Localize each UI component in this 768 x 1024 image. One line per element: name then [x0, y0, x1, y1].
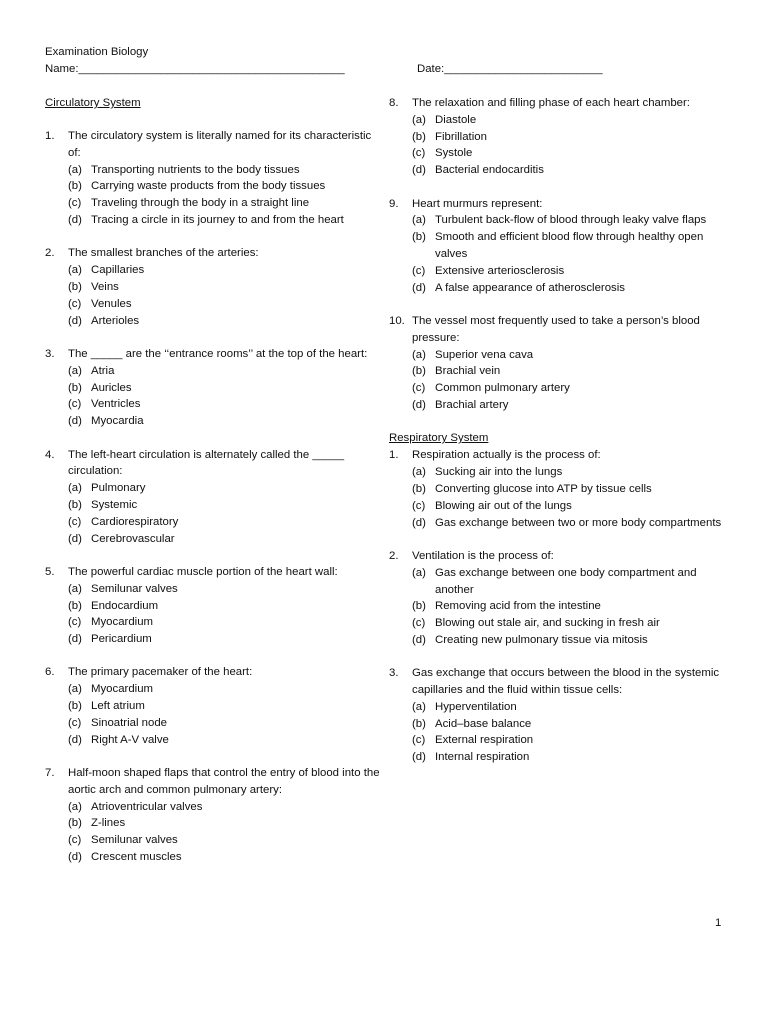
question-text: The primary pacemaker of the heart:: [68, 666, 253, 679]
answer-option: [412, 212, 734, 229]
question-number: 4.: [45, 448, 55, 461]
option-letter: (b): [412, 365, 426, 378]
option-text: Superior vena cava: [435, 348, 534, 361]
question-text: The powerful cardiac muscle portion of the heart wall:: [68, 565, 338, 578]
option-text: Crescent muscles: [91, 851, 182, 864]
option-text: Right A-V valve: [91, 733, 169, 746]
answer-option: [412, 280, 734, 297]
option-letter: (d): [412, 516, 426, 529]
option-text: Atria: [91, 364, 115, 377]
option-letter: (c): [412, 617, 426, 630]
option-text: Common pulmonary artery: [435, 382, 570, 395]
option-text: Blowing air out of the lungs: [435, 499, 572, 512]
question-item: [389, 95, 734, 179]
question-text: Half-moon shaped flaps that control the entry of blood into the aortic arch and common pulmonary artery:: [68, 767, 380, 796]
answer-option: [68, 380, 380, 397]
option-text: Systemic: [91, 498, 138, 511]
option-letter: (d): [412, 398, 426, 411]
option-text: A false appearance of atherosclerosis: [435, 281, 625, 294]
option-text: Endocardium: [91, 599, 159, 612]
question-number: 10.: [389, 314, 405, 327]
answer-option: [68, 598, 380, 615]
option-text: Venules: [91, 297, 132, 310]
option-letter: (c): [412, 734, 426, 747]
option-letter: (c): [412, 382, 426, 395]
answer-option: [412, 464, 734, 481]
option-letter: (a): [412, 700, 426, 713]
question-list: [389, 95, 734, 414]
section-title-circulatory: Circulatory System: [45, 97, 141, 109]
option-letter: (b): [68, 700, 82, 713]
option-letter: (b): [68, 280, 82, 293]
option-text: Semilunar valves: [91, 582, 178, 595]
option-letter: (a): [412, 466, 426, 479]
answer-option: [68, 363, 380, 380]
answer-option: [412, 716, 734, 733]
answer-option: [412, 129, 734, 146]
question-text: Ventilation is the process of:: [412, 549, 554, 562]
answer-option: [68, 413, 380, 430]
answer-option: [68, 178, 380, 195]
option-letter: (d): [68, 733, 82, 746]
question-text: The relaxation and filling phase of each heart chamber:: [412, 97, 690, 109]
option-letter: (d): [412, 751, 426, 764]
question-item: [389, 313, 734, 414]
option-text: Converting glucose into ATP by tissue cells: [435, 482, 652, 495]
answer-option: [68, 799, 380, 816]
question-list: [45, 128, 380, 866]
option-text: Brachial vein: [435, 365, 501, 378]
option-letter: (b): [68, 180, 82, 193]
option-text: Myocardia: [91, 415, 144, 428]
answer-option: [68, 631, 380, 648]
option-letter: (a): [412, 348, 426, 361]
question-number: 7.: [45, 767, 55, 780]
date-field: Date:_________________________: [417, 63, 603, 75]
answer-option: [68, 313, 380, 330]
option-text: Atrioventricular valves: [91, 800, 203, 813]
question-item: [45, 128, 380, 229]
option-letter: (b): [412, 600, 426, 613]
option-letter: (c): [68, 398, 82, 411]
answer-option: [68, 698, 380, 715]
answer-option: [412, 481, 734, 498]
option-letter: (d): [68, 851, 82, 864]
question-item: [389, 447, 734, 531]
option-text: Extensive arteriosclerosis: [435, 264, 565, 277]
question-text: The left-heart circulation is alternately called the _____ circulation:: [68, 448, 345, 478]
question-item: [45, 564, 380, 648]
option-text: External respiration: [435, 734, 534, 747]
option-text: Left atrium: [91, 700, 145, 713]
question-number: 6.: [45, 666, 55, 679]
answer-option: [68, 732, 380, 749]
option-letter: (a): [68, 364, 82, 377]
option-letter: (a): [412, 566, 426, 579]
question-number: 3.: [45, 347, 55, 360]
option-letter: (b): [412, 717, 426, 730]
answer-option: [68, 832, 380, 849]
option-letter: (d): [68, 633, 82, 646]
option-text: Veins: [91, 280, 119, 293]
option-letter: (a): [68, 482, 82, 495]
left-column: [45, 95, 380, 882]
option-text: Fibrillation: [435, 130, 487, 143]
exam-header: [45, 44, 735, 78]
option-letter: (c): [412, 147, 426, 160]
answer-option: [412, 229, 734, 263]
answer-option: [68, 262, 380, 279]
option-letter: (b): [68, 381, 82, 394]
question-item: [45, 765, 380, 866]
option-letter: (d): [68, 213, 82, 226]
option-text: Brachial artery: [435, 398, 509, 411]
option-text: Semilunar valves: [91, 834, 178, 847]
option-text: Cerebrovascular: [91, 532, 175, 545]
option-text: Pericardium: [91, 633, 152, 646]
option-letter: (a): [68, 683, 82, 696]
name-field: Name:__________________________________________: [45, 63, 345, 75]
option-text: Bacterial endocarditis: [435, 164, 544, 177]
answer-option: [412, 347, 734, 364]
answer-option: [68, 279, 380, 296]
question-number: 2.: [389, 549, 399, 562]
question-number: 1.: [45, 130, 55, 142]
answer-option: [412, 749, 734, 766]
question-list: [389, 447, 734, 766]
question-text: The circulatory system is literally named for its characteristic of:: [68, 130, 372, 159]
question-number: 2.: [45, 247, 55, 260]
option-text: Smooth and efficient blood flow through healthy open valves: [435, 231, 704, 260]
answer-option: [68, 849, 380, 866]
option-letter: (c): [68, 515, 82, 528]
option-letter: (d): [68, 532, 82, 545]
option-letter: (b): [412, 130, 426, 143]
answer-option: [412, 162, 734, 179]
option-text: Capillaries: [91, 264, 145, 277]
answer-option: [412, 112, 734, 129]
answer-option: [68, 162, 380, 179]
answer-option: [412, 632, 734, 649]
option-letter: (a): [68, 800, 82, 813]
question-number: 1.: [389, 449, 399, 462]
option-text: Hyperventilation: [435, 700, 517, 713]
answer-option: [412, 732, 734, 749]
answer-option: [412, 263, 734, 280]
option-text: Internal respiration: [435, 751, 530, 764]
question-item: [45, 664, 380, 748]
answer-option: [68, 815, 380, 832]
question-item: [45, 245, 380, 329]
question-text: Heart murmurs represent:: [412, 197, 543, 210]
question-text: The smallest branches of the arteries:: [68, 247, 259, 260]
option-text: Acid–base balance: [435, 717, 532, 730]
option-text: Sucking air into the lungs: [435, 466, 563, 479]
answer-option: [412, 515, 734, 532]
answer-option: [68, 514, 380, 531]
answer-option: [68, 396, 380, 413]
option-letter: (a): [68, 163, 82, 176]
option-text: Ventricles: [91, 398, 141, 411]
answer-option: [412, 699, 734, 716]
question-text: Gas exchange that occurs between the blood in the systemic capillaries and the fluid within tissue cells:: [412, 667, 720, 697]
answer-option: [68, 195, 380, 212]
option-text: Auricles: [91, 381, 132, 394]
option-letter: (c): [68, 197, 82, 210]
answer-option: [68, 681, 380, 698]
answer-option: [412, 615, 734, 632]
option-letter: (b): [68, 498, 82, 511]
option-text: Creating new pulmonary tissue via mitosis: [435, 633, 648, 646]
option-letter: (d): [68, 415, 82, 428]
option-text: Z-lines: [91, 817, 126, 830]
right-column: [389, 95, 734, 783]
option-letter: (a): [412, 214, 426, 227]
option-text: Myocardium: [91, 683, 154, 696]
answer-option: [412, 380, 734, 397]
option-letter: (a): [68, 582, 82, 595]
option-letter: (b): [412, 231, 426, 244]
option-letter: (d): [412, 164, 426, 177]
answer-option: [68, 715, 380, 732]
option-text: Arterioles: [91, 314, 140, 327]
option-letter: (c): [68, 834, 82, 847]
option-letter: (b): [68, 599, 82, 612]
answer-option: [68, 614, 380, 631]
question-text: Respiration actually is the process of:: [412, 449, 601, 462]
option-text: Sinoatrial node: [91, 716, 167, 729]
option-letter: (c): [412, 499, 426, 512]
option-letter: (a): [412, 113, 426, 126]
question-item: [45, 346, 380, 430]
option-letter: (c): [68, 616, 82, 629]
question-text: The vessel most frequently used to take a person’s blood pressure:: [412, 314, 700, 344]
option-text: Cardiorespiratory: [91, 515, 179, 528]
answer-option: [412, 598, 734, 615]
question-number: 5.: [45, 565, 55, 578]
answer-option: [412, 363, 734, 380]
option-text: Tracing a circle in its journey to and from the heart: [91, 213, 344, 226]
option-text: Gas exchange between two or more body compartments: [435, 516, 722, 529]
question-number: 8.: [389, 97, 399, 109]
option-text: Turbulent back-flow of blood through leaky valve flaps: [435, 214, 707, 227]
answer-option: [68, 212, 380, 229]
question-item: [389, 548, 734, 649]
option-text: Myocardium: [91, 616, 154, 629]
option-text: Gas exchange between one body compartment and another: [435, 566, 697, 596]
question-number: 9.: [389, 197, 399, 210]
option-text: Diastole: [435, 113, 477, 126]
question-item: [389, 196, 734, 297]
option-letter: (d): [412, 633, 426, 646]
section-title-respiratory: Respiratory System: [389, 432, 489, 445]
option-letter: (b): [68, 817, 82, 830]
option-letter: (c): [68, 297, 82, 310]
option-text: Traveling through the body in a straight line: [91, 197, 310, 210]
option-text: Blowing out stale air, and sucking in fresh air: [435, 617, 660, 630]
answer-option: [68, 531, 380, 548]
answer-option: [412, 498, 734, 515]
option-letter: (c): [68, 716, 82, 729]
option-text: Removing acid from the intestine: [435, 600, 601, 613]
option-letter: (b): [412, 482, 426, 495]
option-letter: (c): [412, 264, 426, 277]
option-text: Systole: [435, 147, 473, 160]
option-letter: (d): [68, 314, 82, 327]
question-item: [45, 447, 380, 548]
name-date-line: [45, 61, 735, 78]
answer-option: [412, 397, 734, 414]
question-text: The _____ are the ‘‘entrance rooms’’ at the top of the heart:: [68, 347, 368, 360]
question-number: 3.: [389, 667, 399, 680]
option-letter: (d): [412, 281, 426, 294]
page-number: 1: [715, 917, 722, 929]
answer-option: [68, 581, 380, 598]
option-text: Pulmonary: [91, 482, 146, 495]
option-text: Carrying waste products from the body tissues: [91, 180, 326, 193]
option-letter: (a): [68, 264, 82, 277]
answer-option: [68, 497, 380, 514]
answer-option: [68, 480, 380, 497]
option-text: Transporting nutrients to the body tissues: [91, 163, 300, 176]
exam-title: Examination Biology: [45, 46, 149, 58]
answer-option: [412, 145, 734, 162]
question-item: [389, 665, 734, 766]
answer-option: [412, 565, 734, 599]
answer-option: [68, 296, 380, 313]
